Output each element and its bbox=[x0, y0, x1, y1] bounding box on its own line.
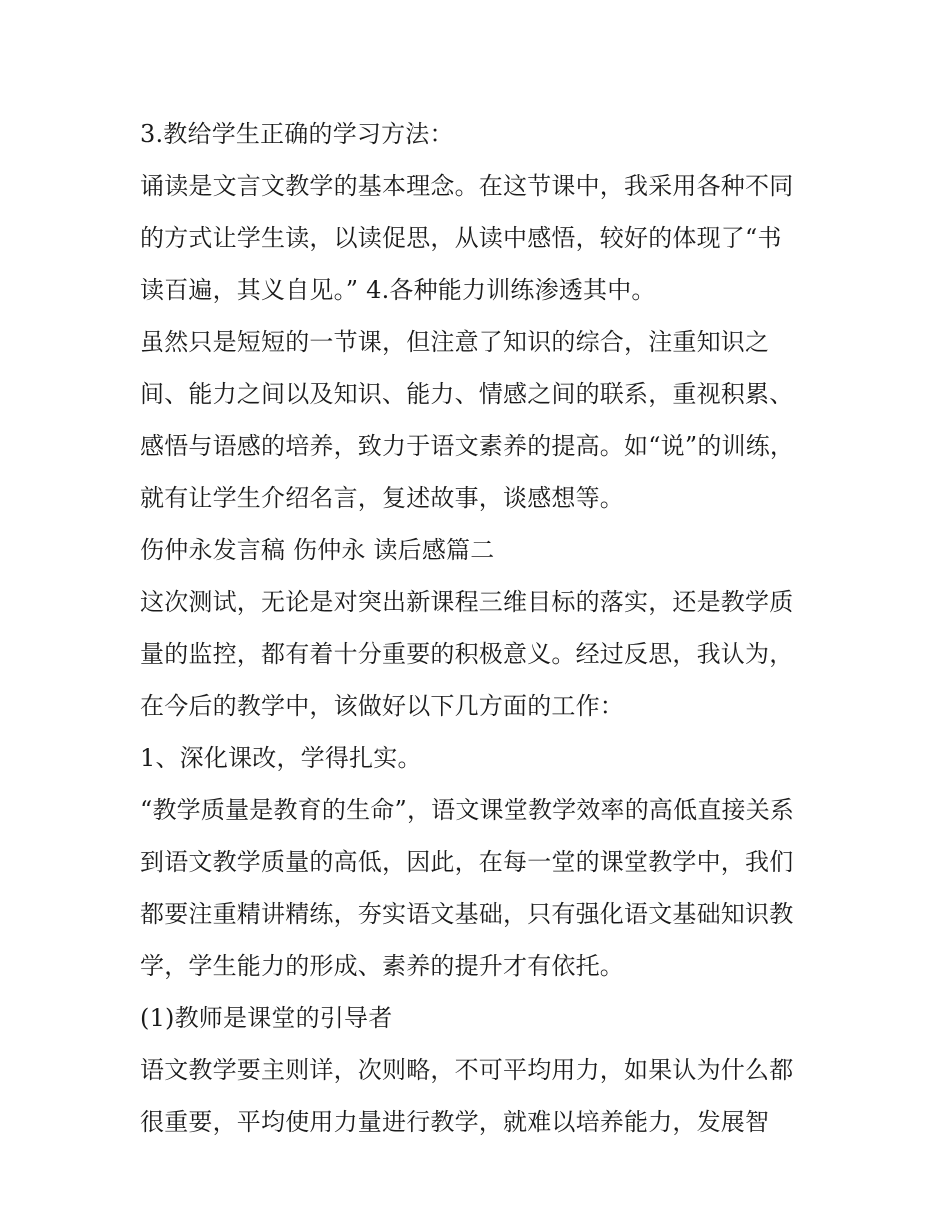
text-line: 都要注重精讲精练，夯实语文基础，只有强化语文基础知识教 bbox=[140, 900, 794, 928]
text-line: 就有让学生介绍名言，复述故事，谈感想等。 bbox=[140, 484, 624, 512]
text-line: 量的监控，都有着十分重要的积极意义。经过反思，我认为， bbox=[140, 640, 794, 668]
text-line: 到语文教学质量的高低，因此，在每一堂的课堂教学中，我们 bbox=[140, 848, 794, 876]
text-line: “教学质量是教育的生命”，语文课堂教学效率的高低直接关系 bbox=[140, 796, 795, 824]
text-line: 诵读是文言文教学的基本理念。在这节课中，我采用各种不同 bbox=[140, 172, 794, 200]
text-line: 的方式让学生读，以读促思，从读中感悟，较好的体现了“书 bbox=[140, 224, 782, 252]
text-line: 虽然只是短短的一节课，但注意了知识的综合，注重知识之 bbox=[140, 328, 770, 356]
text-line: 这次测试，无论是对突出新课程三维目标的落实，还是教学质 bbox=[140, 588, 794, 616]
text-line: 间、能力之间以及知识、能力、情感之间的联系，重视积累、 bbox=[140, 380, 794, 408]
text-line: 3.教给学生正确的学习方法： bbox=[140, 120, 454, 148]
list-heading: 1、深化课改，学得扎实。 bbox=[140, 744, 422, 772]
sub-heading: (1)教师是课堂的引导者 bbox=[140, 1004, 393, 1032]
document-body bbox=[140, 108, 840, 1148]
text-line: 在今后的教学中，该做好以下几方面的工作： bbox=[140, 692, 624, 720]
text-line: 学，学生能力的形成、素养的提升才有依托。 bbox=[140, 952, 624, 980]
text-line: 语文教学要主则详，次则略，不可平均用力，如果认为什么都 bbox=[140, 1056, 794, 1084]
text-line: 很重要，平均使用力量进行教学，就难以培养能力，发展智 bbox=[140, 1108, 770, 1136]
section-heading: 伤仲永发言稿 伤仲永 读后感篇二 bbox=[140, 536, 495, 564]
text-line: 感悟与语感的培养，致力于语文素养的提高。如“说”的训练， bbox=[140, 432, 795, 460]
text-line: 读百遍，其义自见。” 4.各种能力训练渗透其中。 bbox=[140, 276, 656, 304]
